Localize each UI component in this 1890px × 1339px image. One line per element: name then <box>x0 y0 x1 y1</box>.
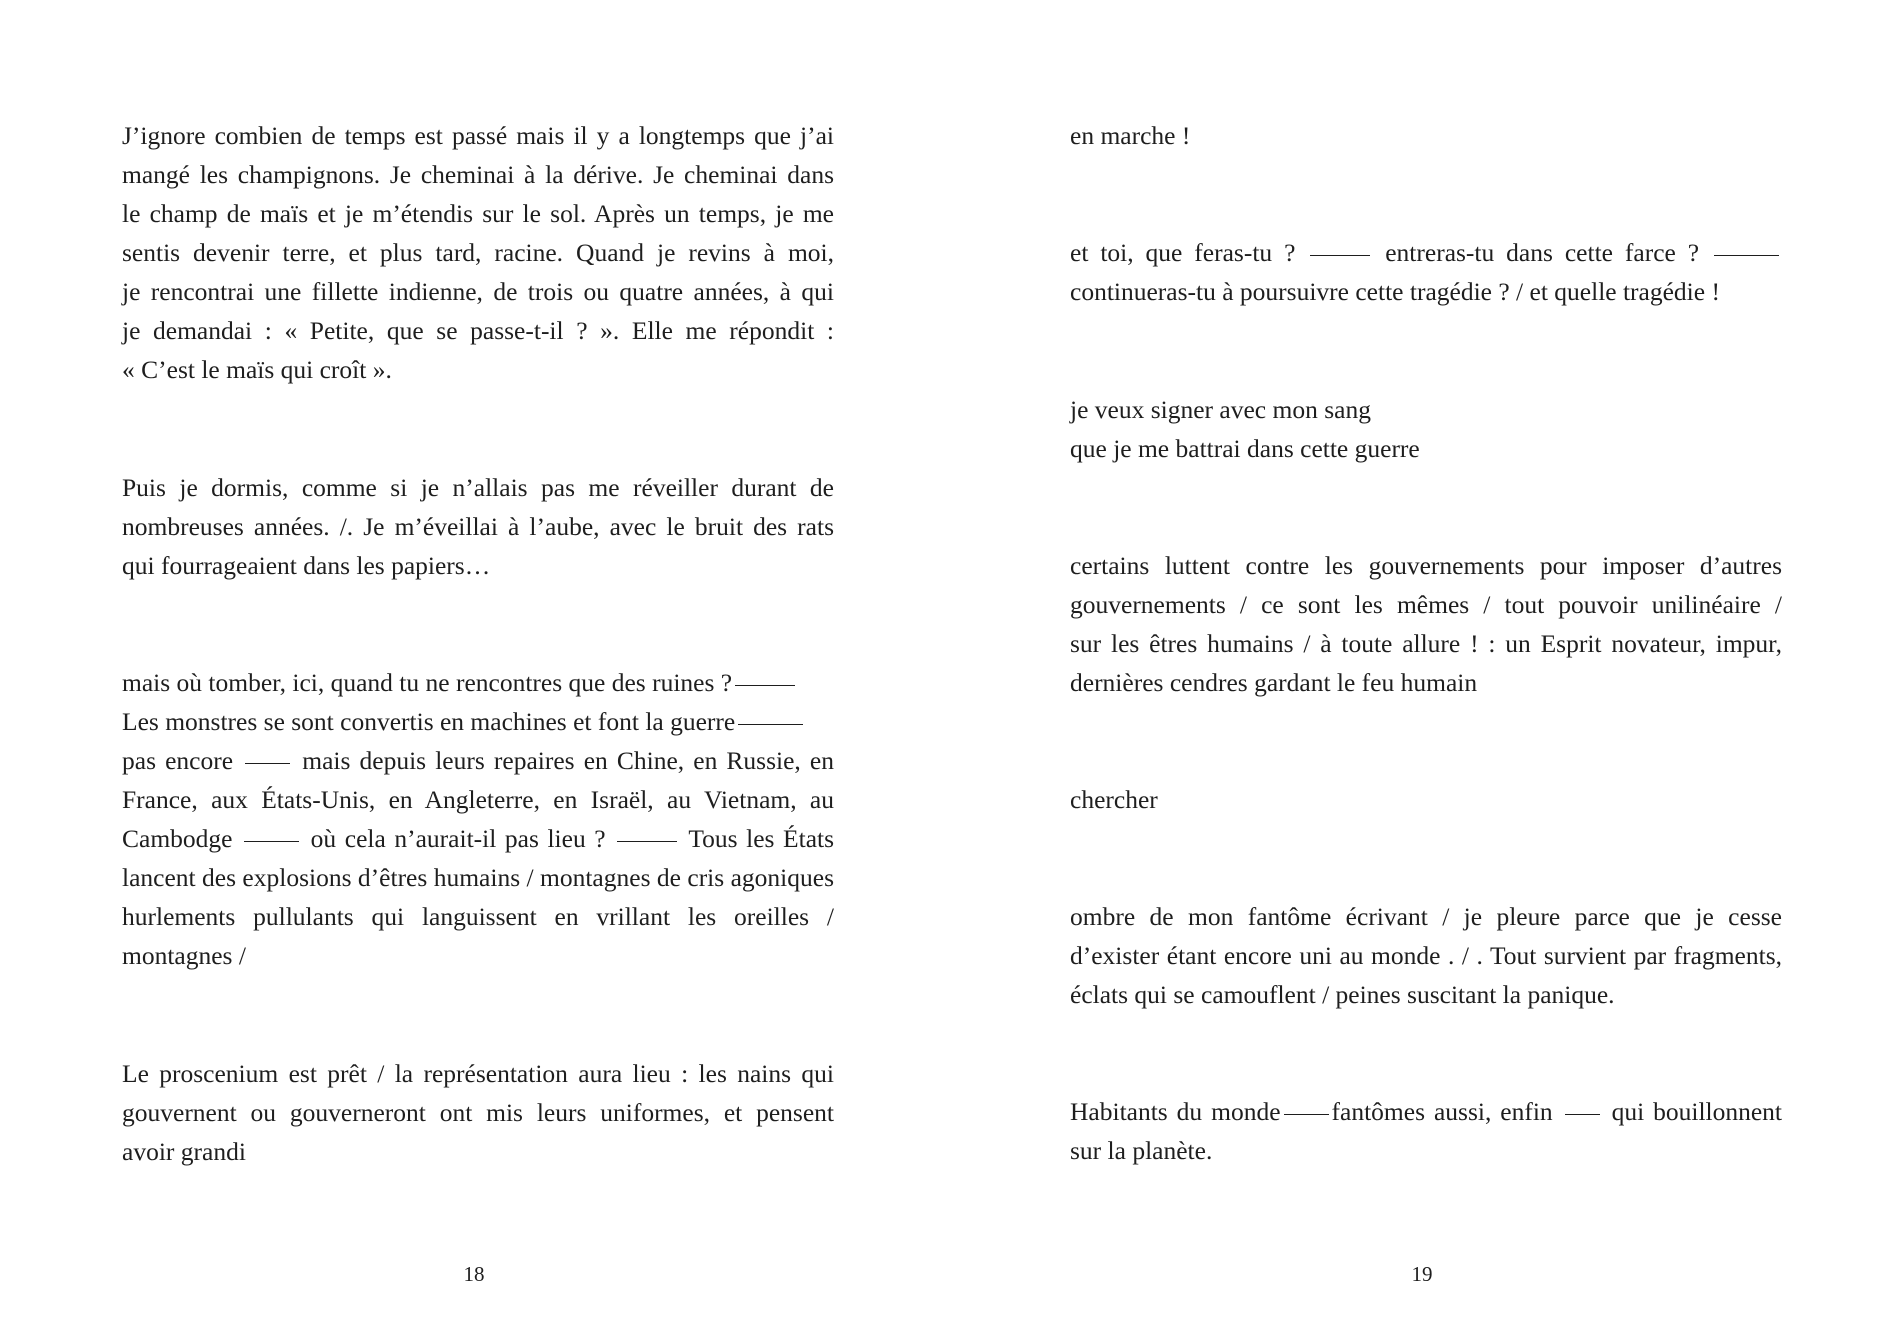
text-line: J’ignore combien de temps est passé mais il y a longtemps que j’ai <box>122 121 834 150</box>
text-segment: Les monstres se sont convertis en machines et font la guerre <box>122 707 736 736</box>
text-line: montagnes / <box>122 941 246 970</box>
dash-rule <box>244 841 299 842</box>
text-line <box>122 702 834 741</box>
text-line <box>122 663 834 702</box>
text-line: sur la planète. <box>1070 1136 1213 1165</box>
paragraph <box>122 116 834 389</box>
page-number: 19 <box>1411 1262 1433 1286</box>
text-line <box>1070 1092 1782 1131</box>
text-line: je demandai : « Petite, que se passe-t-il ? ». Elle me répondit : <box>122 316 834 345</box>
text-line: le champ de maïs et je m’étendis sur le sol. Après un temps, je me <box>122 199 834 228</box>
text-segment: et toi, que feras-tu ? <box>1070 238 1296 267</box>
text-line: je veux signer avec mon sang <box>1070 395 1371 424</box>
text-segment: qui bouillonnent <box>1611 1097 1783 1126</box>
text-line: gouvernent ou gouverneront ont mis leurs uniformes, et pensent <box>122 1098 834 1127</box>
paragraph <box>1070 546 1782 702</box>
text-line: gouvernements / ce sont les mêmes / tout pouvoir unilinéaire / <box>1070 590 1782 619</box>
text-line: France, aux États-Unis, en Angleterre, en Israël, au Vietnam, au <box>122 785 834 814</box>
text-line: Puis je dormis, comme si je n’allais pas me réveiller durant de <box>122 473 834 502</box>
paragraph <box>1070 1092 1782 1170</box>
text-line: d’exister étant encore uni au monde . / . Tout survient par fragments, <box>1070 941 1782 970</box>
text-segment: fantômes aussi, enfin <box>1331 1097 1553 1126</box>
text-line: hurlements pullulants qui languissent en vrillant les oreilles / <box>122 902 834 931</box>
text-line: sentis devenir terre, et plus tard, racine. Quand je revins à moi, <box>122 238 834 267</box>
text-segment: Tous les États <box>688 824 835 853</box>
dash-rule <box>735 685 795 686</box>
text-line <box>122 819 834 858</box>
text-line: qui fourrageaient dans les papiers… <box>122 551 491 580</box>
paragraph <box>1070 116 1782 155</box>
text-line: sur les êtres humains / à toute allure ! : un Esprit novateur, impur, <box>1070 629 1782 658</box>
text-line: éclats qui se camouflent / peines suscitant la panique. <box>1070 980 1615 1009</box>
dash-rule <box>617 841 677 842</box>
right-page <box>945 0 1890 1339</box>
text-segment: entreras-tu dans cette farce ? <box>1385 238 1700 267</box>
text-line: « C’est le maïs qui croît ». <box>122 355 392 384</box>
text-line <box>1070 233 1782 272</box>
text-line: continueras-tu à poursuivre cette tragédie ? / et quelle tragédie ! <box>1070 277 1720 306</box>
dash-rule <box>245 763 290 764</box>
paragraph <box>1070 780 1782 819</box>
text-line: dernières cendres gardant le feu humain <box>1070 668 1478 697</box>
text-line: nombreuses années. /. Je m’éveillai à l’aube, avec le bruit des rats <box>122 512 834 541</box>
text-line: mangé les champignons. Je cheminai à la dérive. Je cheminai dans <box>122 160 834 189</box>
text-segment: Habitants du monde <box>1070 1097 1281 1126</box>
text-line: je rencontrai une fillette indienne, de trois ou quatre années, à qui <box>122 277 834 306</box>
paragraph <box>1070 897 1782 1014</box>
text-line: que je me battrai dans cette guerre <box>1070 434 1420 463</box>
text-line: lancent des explosions d’êtres humains / montagnes de cris agoniques <box>122 863 834 892</box>
paragraph <box>122 663 834 975</box>
text-line: Le proscenium est prêt / la représentation aura lieu : les nains qui <box>122 1059 834 1088</box>
text-line: chercher <box>1070 785 1158 814</box>
text-line <box>122 741 834 780</box>
dash-rule <box>1565 1114 1600 1115</box>
text-line: en marche ! <box>1070 121 1191 150</box>
text-segment: mais depuis leurs repaires en Chine, en Russie, en <box>302 746 834 775</box>
page-number: 18 <box>463 1262 485 1286</box>
text-line: avoir grandi <box>122 1137 246 1166</box>
paragraph <box>1070 233 1782 311</box>
dash-rule <box>738 724 803 725</box>
text-segment: mais où tomber, ici, quand tu ne rencontres que des ruines ? <box>122 668 733 697</box>
text-segment: où cela n’aurait-il pas lieu ? <box>310 824 606 853</box>
paragraph <box>122 468 834 585</box>
text-segment: pas encore <box>122 746 234 775</box>
paragraph <box>122 1054 834 1171</box>
dash-rule <box>1714 255 1779 256</box>
text-line: ombre de mon fantôme écrivant / je pleure parce que je cesse <box>1070 902 1782 931</box>
dash-rule <box>1284 1114 1329 1115</box>
paragraph <box>1070 390 1782 468</box>
dash-rule <box>1310 255 1370 256</box>
text-line: certains luttent contre les gouvernements pour imposer d’autres <box>1070 551 1782 580</box>
text-segment: Cambodge <box>122 824 233 853</box>
